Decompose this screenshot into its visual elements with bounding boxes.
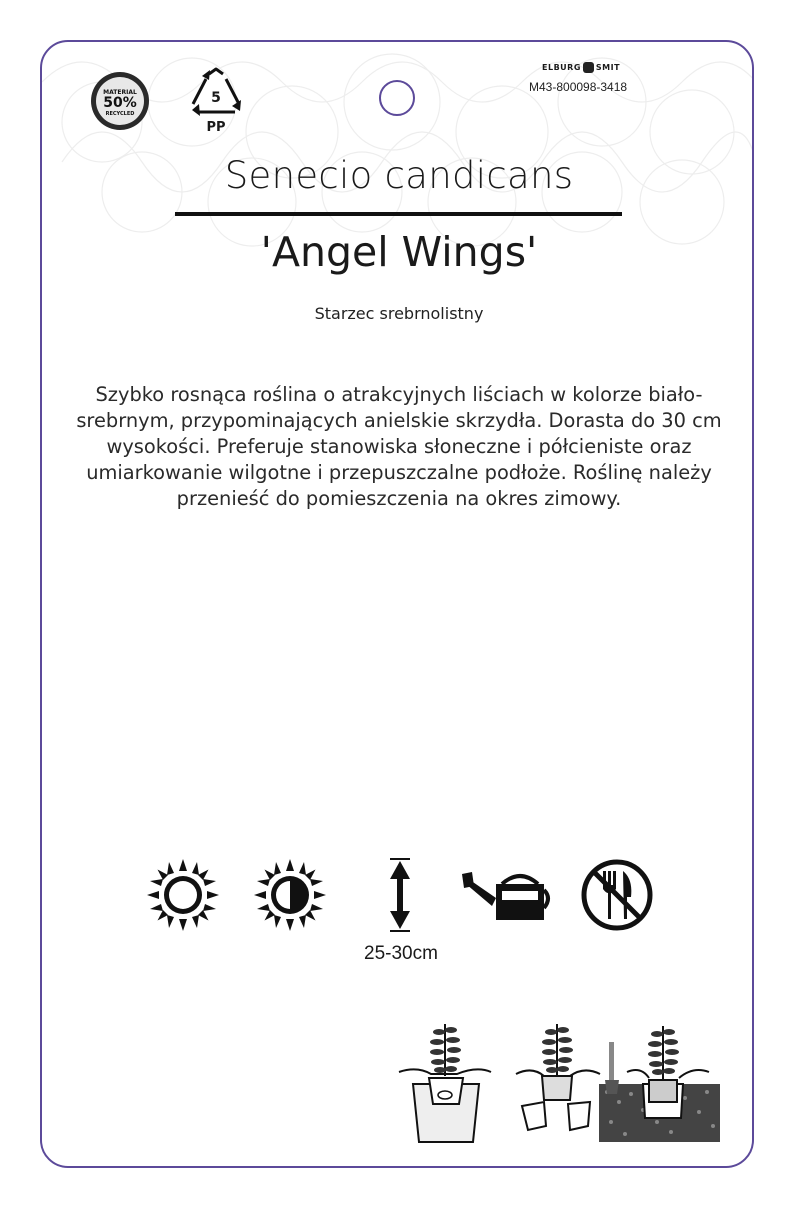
cultivar-name: 'Angel Wings' [260, 228, 538, 276]
plastic-type-label: PP [206, 120, 226, 135]
hanging-hole [379, 80, 415, 116]
watering-can-icon [462, 864, 552, 924]
not-edible-icon [579, 857, 655, 933]
pot-removal-icon [397, 1022, 492, 1144]
full-sun-icon [145, 857, 221, 933]
recycled-top-text: MATERIAL [103, 89, 137, 96]
half-shade-icon [252, 857, 328, 933]
latin-name: Senecio candicans [224, 154, 574, 197]
height-value: 25-30cm [364, 943, 438, 964]
plant-label-card [40, 40, 754, 1168]
common-name: Starzec srebrnolistny [314, 304, 484, 323]
brand-mark-icon [583, 62, 594, 73]
brand-name-right: SMIT [595, 63, 621, 72]
root-loosening-icon [512, 1022, 602, 1144]
plant-description: Szybko rosnąca roślina o atrakcyjnych liściach w kolorze biało-srebrnym, przypominających anielskie skrzydła. Dorasta do 30 cm wysokości. Preferuje stanowiska słoneczne i półcieniste oraz umiarkowanie wilgotne i przepuszczalne podłoże. Roślinę należy przenieść do pomieszczenia na okres zimowy. [76, 383, 722, 510]
title-divider [175, 212, 622, 216]
height-arrow-icon [386, 857, 414, 933]
recycled-bottom-text: RECYCLED [105, 111, 135, 117]
brand-name-left: ELBURG [542, 63, 581, 72]
recycle-code-number: 5 [211, 90, 221, 106]
planting-in-ground-icon [597, 1022, 722, 1144]
recycle-code-symbol [185, 66, 247, 138]
recycled-percent-text: 50% [103, 95, 137, 111]
recycled-material-badge [89, 70, 151, 132]
sku-code: M43-800098-3418 [529, 80, 628, 94]
brand-logo [542, 62, 722, 73]
